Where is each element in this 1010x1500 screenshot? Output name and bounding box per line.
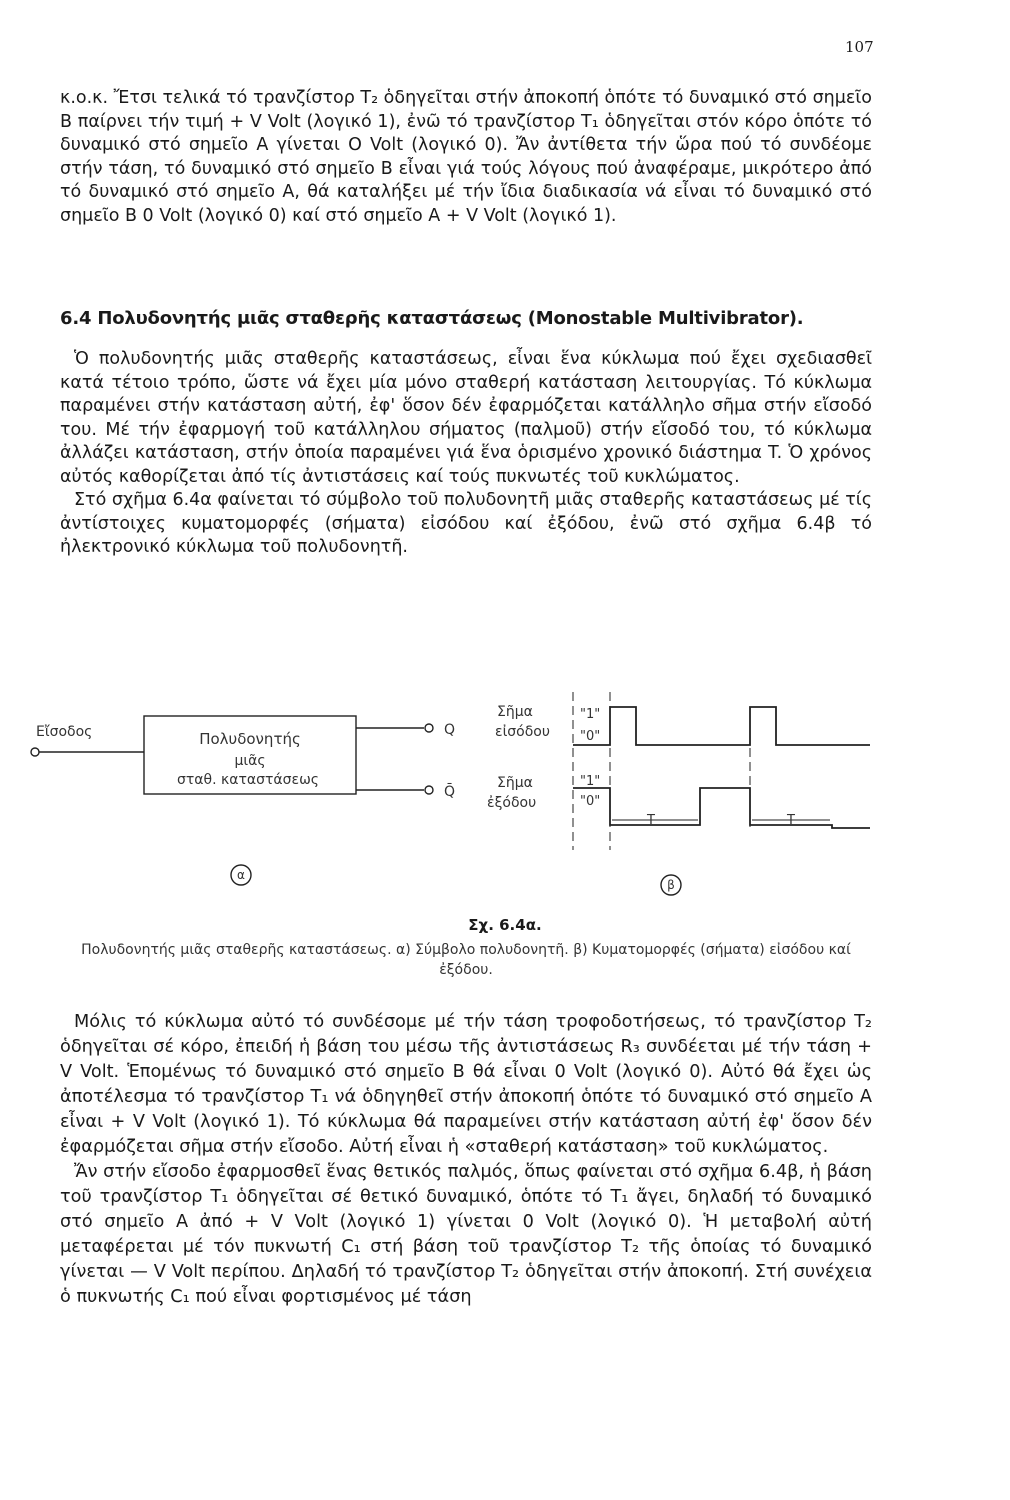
- section-heading: 6.4 Πολυδονητής μιᾶς σταθερῆς καταστάσεως (Monostable Multivibrator).: [60, 308, 804, 329]
- input-signal-label-1: Σῆμα: [497, 704, 533, 720]
- input-waveform: [573, 707, 870, 745]
- input-label: Εἴσοδος: [36, 724, 93, 740]
- intro-paragraph: κ.ο.κ. Ἔτσι τελικά τό τρανζίστορ T₂ ὁδηγεῖται στήν ἀποκοπή ὁπότε τό δυναμικό στό σημεῖο B παίρνει τήν τιμή + V Volt (λογικό 1), ἐνῶ τό τρανζίστορ T₁ ὁδηγεῖται στόν κόρο ὁπότε τό δυναμικό στό σημεῖο A γίνεται O Volt (λογικό 0). Ἄν ἀντίθετα τήν ὥρα πού τό συνδέομε στήν τάση, τό δυναμικό στό σημεῖο B εἶναι γιά τούς λόγους πού ἀναφέραμε, μικρότερο ἀπό τό δυναμικό στό σημεῖο A, θά καταλήξει μέ τήν ἴδια διαδικασία νά εἶναι τό δυναμικό στό σημεῖο B 0 Volt (λογικό 0) καί στό σημεῖο A + V Volt (λογικό 1).: [60, 88, 872, 226]
- section-body: [60, 348, 872, 560]
- part-b-label: β: [667, 878, 675, 892]
- input-terminal: [31, 748, 39, 756]
- output-signal-label-1: Σῆμα: [497, 775, 533, 791]
- block-label-1: Πολυδονητής: [199, 730, 301, 748]
- closing-paragraph-1: Μόλις τό κύκλωμα αὐτό τό συνδέσομε μέ τήν τάση τροφοδοτήσεως, τό τρανζίστορ T₂ ὁδηγεῖται σέ κόρο, ἐπειδή ἡ βάση του μέσω τῆς ἀντιστάσεως R₃ συνδέεται μέ τήν τάση + V Volt. Ἑπομένως τό δυναμικό στό σημεῖο B θά εἶναι 0 Volt (λογικό 0). Αὐτό θά ἔχει ὡς ἀποτέλεσμα τό τρανζίστορ T₁ νά ὁδηγηθεῖ στήν ἀποκοπή ὁπότε τό δυναμικό στό σημεῖο A εἶναι + V Volt (λογικό 1). Τό κύκλωμα θά παραμείνει στήν κατάσταση αὐτή ἐφ' ὅσον δέν ἐφαρμόζεται σῆμα στήν εἴσοδο. Αὐτή εἶναι ἡ «σταθερή κατάσταση» τοῦ κυκλώματος.: [60, 1012, 872, 1157]
- closing-paragraph-2: Ἄν στήν εἴσοδο ἐφαρμοσθεῖ ἕνας θετικός παλμός, ὅπως φαίνεται στό σχῆμα 6.4β, ἡ βάση τοῦ τρανζίστορ T₁ ὁδηγεῖται σέ θετικό δυναμικό, ὁπότε τό T₁ ἄγει, δηλαδή τό δυναμικό στό σημεῖο A ἀπό + V Volt (λογικό 1) γίνεται 0 Volt (λογικό 0). Ἡ μεταβολή αὐτή μεταφέρεται μέ τόν πυκνωτή C₁ στή βάση τοῦ τρανζίστορ T₂ τῆς ὁποίας τό δυναμικό γίνεται — V Volt περίπου. Δηλαδή τό τρανζίστορ T₂ ὁδηγεῖται στήν ἀποκοπή. Στή συνέχεια ὁ πυκνωτής C₁ πού εἶναι φορτισμένος μέ τάση: [60, 1162, 872, 1307]
- q-label: Q: [444, 722, 456, 738]
- part-a-label: α: [237, 868, 245, 882]
- output-signal-label-2: ἐξόδου: [487, 795, 537, 811]
- monostable-symbol: [31, 716, 455, 885]
- figure-caption: Πολυδονητής μιᾶς σταθερῆς καταστάσεως. α) Σύμβολο πολυδονητῆ. β) Κυματομορφές (σήματα) εἰσόδου καί ἐξόδου.: [81, 942, 851, 978]
- output-logic-zero: "0": [580, 794, 601, 809]
- input-signal-label-2: εἰσόδου: [495, 724, 550, 740]
- period-label-2: T: [787, 813, 795, 828]
- input-logic-one: "1": [580, 707, 601, 722]
- waveforms: [487, 692, 870, 895]
- q-bar-terminal: [425, 786, 433, 794]
- q-bar-label: Q̄: [444, 784, 456, 800]
- block-label-3: σταθ. καταστάσεως: [176, 772, 320, 788]
- q-terminal: [425, 724, 433, 732]
- period-label-1: T: [647, 813, 655, 828]
- input-logic-zero: "0": [580, 729, 601, 744]
- block-label-2: μιᾶς: [234, 753, 266, 769]
- closing-body: [60, 1010, 872, 1310]
- figure-caption-number: Σχ. 6.4α.: [468, 916, 542, 934]
- page-number: 107: [845, 38, 874, 56]
- section-paragraph-2: Στό σχῆμα 6.4α φαίνεται τό σύμβολο τοῦ πολυδονητῆ μιᾶς σταθερῆς καταστάσεως μέ τίς ἀντίστοιχες κυματομορφές (σήματα) εἰσόδου καί ἐξόδου, ἐνῶ στό σχῆμα 6.4β τό ἠλεκτρονικό κύκλωμα τοῦ πολυδονητῆ.: [60, 490, 872, 557]
- section-paragraph-1: Ὁ πολυδονητής μιᾶς σταθερῆς καταστάσεως, εἶναι ἕνα κύκλωμα πού ἔχει σχεδιασθεῖ κατά τέτοιο τρόπο, ὥστε νά ἔχει μία μόνο σταθερή κατάσταση λειτουργίας. Τό κύκλωμα παραμένει στήν κατάσταση αὐτή, ἐφ' ὅσον δέν ἐφαρμόζεται κατάλληλο σῆμα στήν εἴσοδό του. Μέ τήν ἐφαρμογή τοῦ κατάλληλου σήματος (παλμοῦ) στήν εἴσοδό του, τό κύκλωμα ἀλλάζει κατάσταση, στήν ὁποία παραμένει γιά ἕνα ὁρισμένο χρονικό διάστημα T. Ὁ χρόνος αὐτός καθορίζεται ἀπό τίς ἀντιστάσεις καί τούς πυκνωτές τοῦ κυκλώματος.: [60, 349, 872, 487]
- figure-6-4a: [0, 670, 1010, 910]
- output-waveform: [573, 788, 870, 828]
- output-logic-one: "1": [580, 774, 601, 789]
